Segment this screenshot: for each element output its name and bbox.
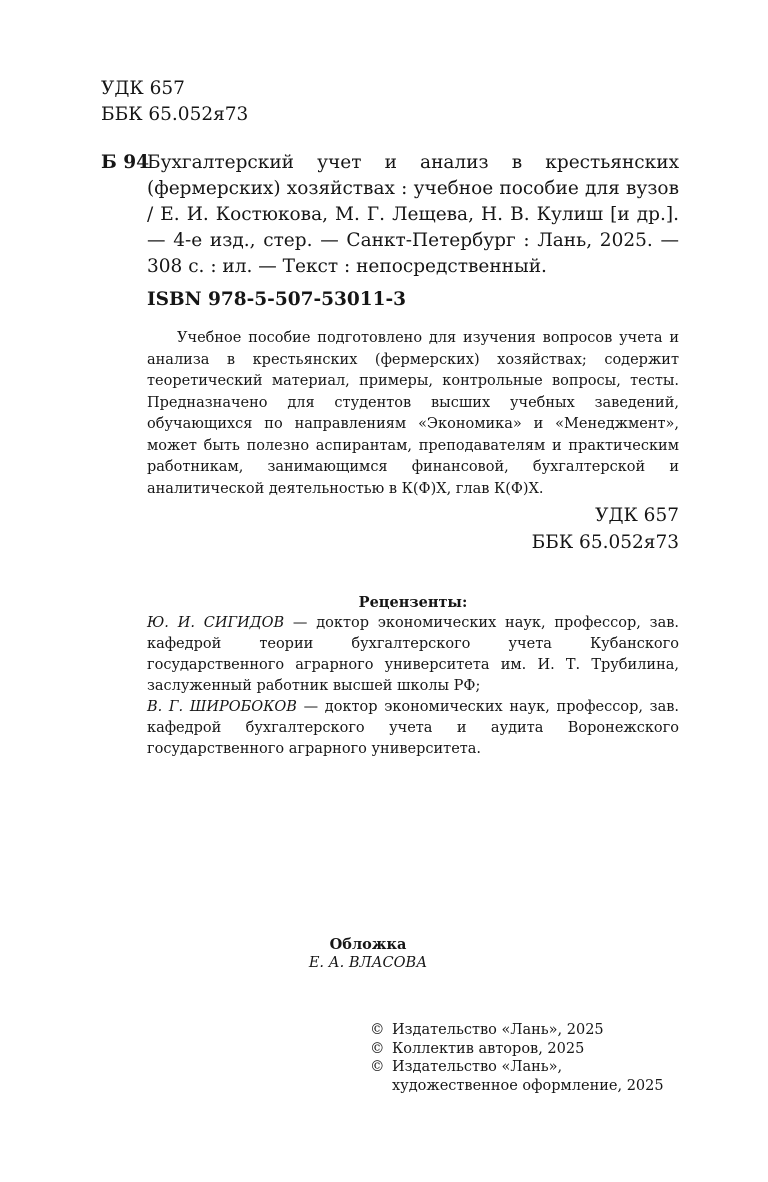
copyright-icon: © [370,1059,385,1075]
udk-code: УДК 657 [101,78,185,99]
copyright-line [370,1021,690,1040]
reviewer-entry [147,613,679,697]
cover-title: Обложка [329,936,407,953]
bbk-code-repeat: ББК 65.052я73 [531,532,679,553]
copyright-text: Коллектив авторов, 2025 [392,1040,585,1057]
udk-bbk-repeat [532,502,679,556]
reviewer-name: Ю. И. СИГИДОВ [147,615,285,631]
cover-credit [147,935,589,973]
cover-designer: Е. А. ВЛАСОВА [308,955,428,971]
copyright-line [370,1040,690,1059]
copyright-block [370,1021,690,1095]
isbn: ISBN 978-5-507-53011-3 [147,289,407,310]
annotation [147,328,679,500]
reviewer-description: — доктор экономических наук, профессор, зав. кафедрой бухгалтерского учета и аудита Воронежского государственного аграрного университета. [147,699,679,757]
bibliographic-description: Бухгалтерский учет и анализ в крестьянских (фермерских) хозяйствах : учебное пособие для вузов / Е. И. Костюкова, М. Г. Лещева, Н. В. Кулиш [и др.]. — 4-е изд., стер. — Санкт-Петербург : Лань, 2025. — 308 с. : ил. — Текст : непосредственный. [147,152,679,277]
bbk-code: ББК 65.052я73 [101,104,249,125]
copyright-icon: © [370,1022,385,1038]
copyright-text: Издательство «Лань», 2025 [392,1022,604,1038]
copyright-icon: © [370,1040,385,1057]
copyright-text: Издательство «Лань», художественное оформление, 2025 [392,1059,664,1094]
udk-code-repeat: УДК 657 [595,505,679,526]
udk-bbk-header [101,76,248,128]
reviewers-title: Рецензенты: [358,594,468,611]
author-mark: Б 94 [101,152,149,173]
reviewer-name: В. Г. ШИРОБОКОВ [147,699,297,715]
reviewers-block [147,592,679,760]
copyright-line [370,1058,690,1095]
annotation-text: Учебное пособие подготовлено для изучения вопросов учета и анализа в крестьянских (фермерских) хозяйствах; содержит теоретический материал, примеры, контрольные вопросы, тесты. Предназначено для студентов высших учебных заведений, обучающихся по направлениям «Экономика» и «Менеджмент», может быть полезно аспирантам, преподавателям и практическим работникам, занимающимся финансовой, бухгалтерской и аналитической деятельностью в К(Ф)Х, глав К(Ф)Х. [147,330,679,497]
bibliographic-entry [101,150,679,280]
reviewer-entry [147,697,679,760]
reviewer-description: — доктор экономических наук, профессор, зав. кафедрой теории бухгалтерского учета Кубанского государственного аграрного университета им. И. Т. Трубилина, заслуженный работник высшей школы РФ; [147,615,679,694]
